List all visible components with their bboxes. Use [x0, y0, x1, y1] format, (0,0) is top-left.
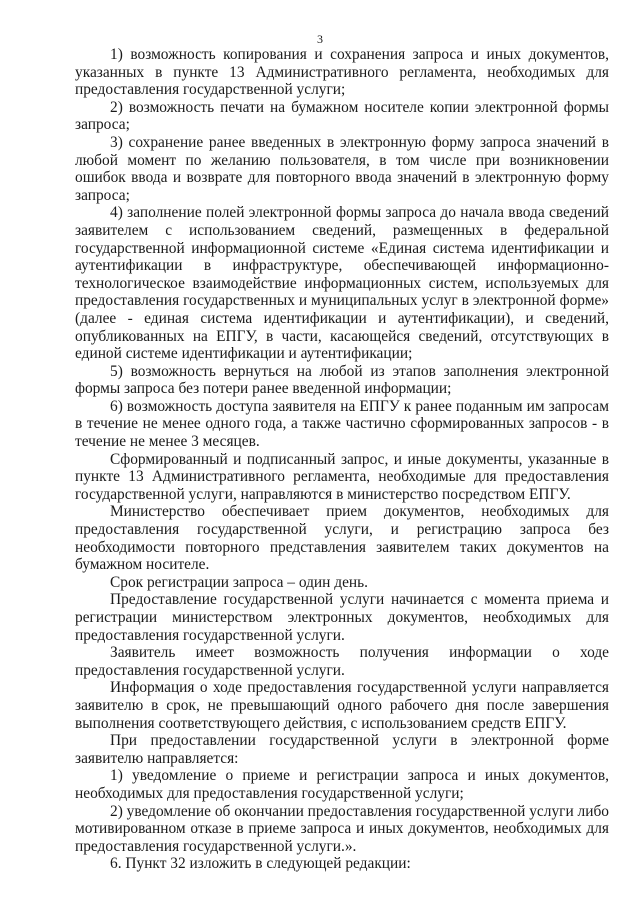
paragraph-registration-term: Срок регистрации запроса – один день. [110, 573, 369, 591]
paragraph-point-32: 6. Пункт 32 изложить в следующей редакции: [110, 855, 411, 873]
document-body [75, 46, 609, 873]
paragraph-item-2: 2) возможность печати на бумажном носителе копии электронной формы запроса; [75, 98, 609, 134]
paragraph-notification-2: 2) уведомление об окончании предоставления государственной услуги либо мотивированном отказе в приеме запроса и иных документов, необходимых для предоставления государственной услуги.». [75, 802, 609, 855]
paragraph-notifications-intro: При предоставлении государственной услуги в электронной форме заявителю направляется: [75, 732, 609, 767]
paragraph-notification-1: 1) уведомление о приеме и регистрации запроса и иных документов, необходимых для предоставления государственной услуги; [75, 767, 609, 802]
paragraph-item-4: 4) заполнение полей электронной формы запроса до начала ввода сведений заявителем с использованием сведений, размещенных в федеральной государственной информационной системе «Единая система идентификации и аутентификации в инфраструктуре, обеспечивающей информационно-технологическое взаимодействие информационных систем, используемых для предоставления государственных и муниципальных услуг в электронной форме» (далее - единая система идентификации и аутентификации), и сведений, опубликованных на ЕПГУ, в части, касающейся сведений, отсутствующих в единой системе идентификации и аутентификации; [75, 204, 609, 363]
paragraph-service-start: Предоставление государственной услуги начинается с момента приема и регистрации министерством электронных документов, необходимых для предоставления государственной услуги. [75, 591, 609, 644]
paragraph-item-6: 6) возможность доступа заявителя на ЕПГУ к ранее поданным им запросам в течение не менее одного года, а также частично сформированных запросов - в течение не менее 3 месяцев. [75, 397, 609, 451]
paragraph-ministry-acceptance: Министерство обеспечивает прием документов, необходимых для предоставления государственной услуги, и регистрацию запроса без необходимости повторного представления заявителем таких документов на бумажном носителе. [75, 503, 609, 574]
page-number: 3 [317, 32, 323, 46]
paragraph-progress-info: Заявитель имеет возможность получения информации о ходе предоставления государственной услуги. [75, 644, 609, 679]
paragraph-item-3: 3) сохранение ранее введенных в электронную форму запроса значений в любой момент по желанию пользователя, в том числе при возникновении ошибок ввода и возврате для повторного ввода значений в электронную форму запроса; [75, 133, 609, 204]
paragraph-item-1: 1) возможность копирования и сохранения запроса и иных документов, указанных в пункте 13 Административного регламента, необходимых для предоставления государственной услуги; [75, 46, 609, 99]
paragraph-submission: Сформированный и подписанный запрос, и иные документы, указанные в пункте 13 Административного регламента, необходимые для предоставления государственной услуги, направляются в министерство посредством ЕПГУ. [75, 450, 609, 503]
paragraph-progress-delivery: Информация о ходе предоставления государственной услуги направляется заявителю в срок, не превышающий одного рабочего дня после завершения выполнения соответствующего действия, с использованием средств ЕПГУ. [75, 679, 609, 732]
paragraph-item-5: 5) возможность вернуться на любой из этапов заполнения электронной формы запроса без потери ранее введенной информации; [75, 362, 609, 398]
